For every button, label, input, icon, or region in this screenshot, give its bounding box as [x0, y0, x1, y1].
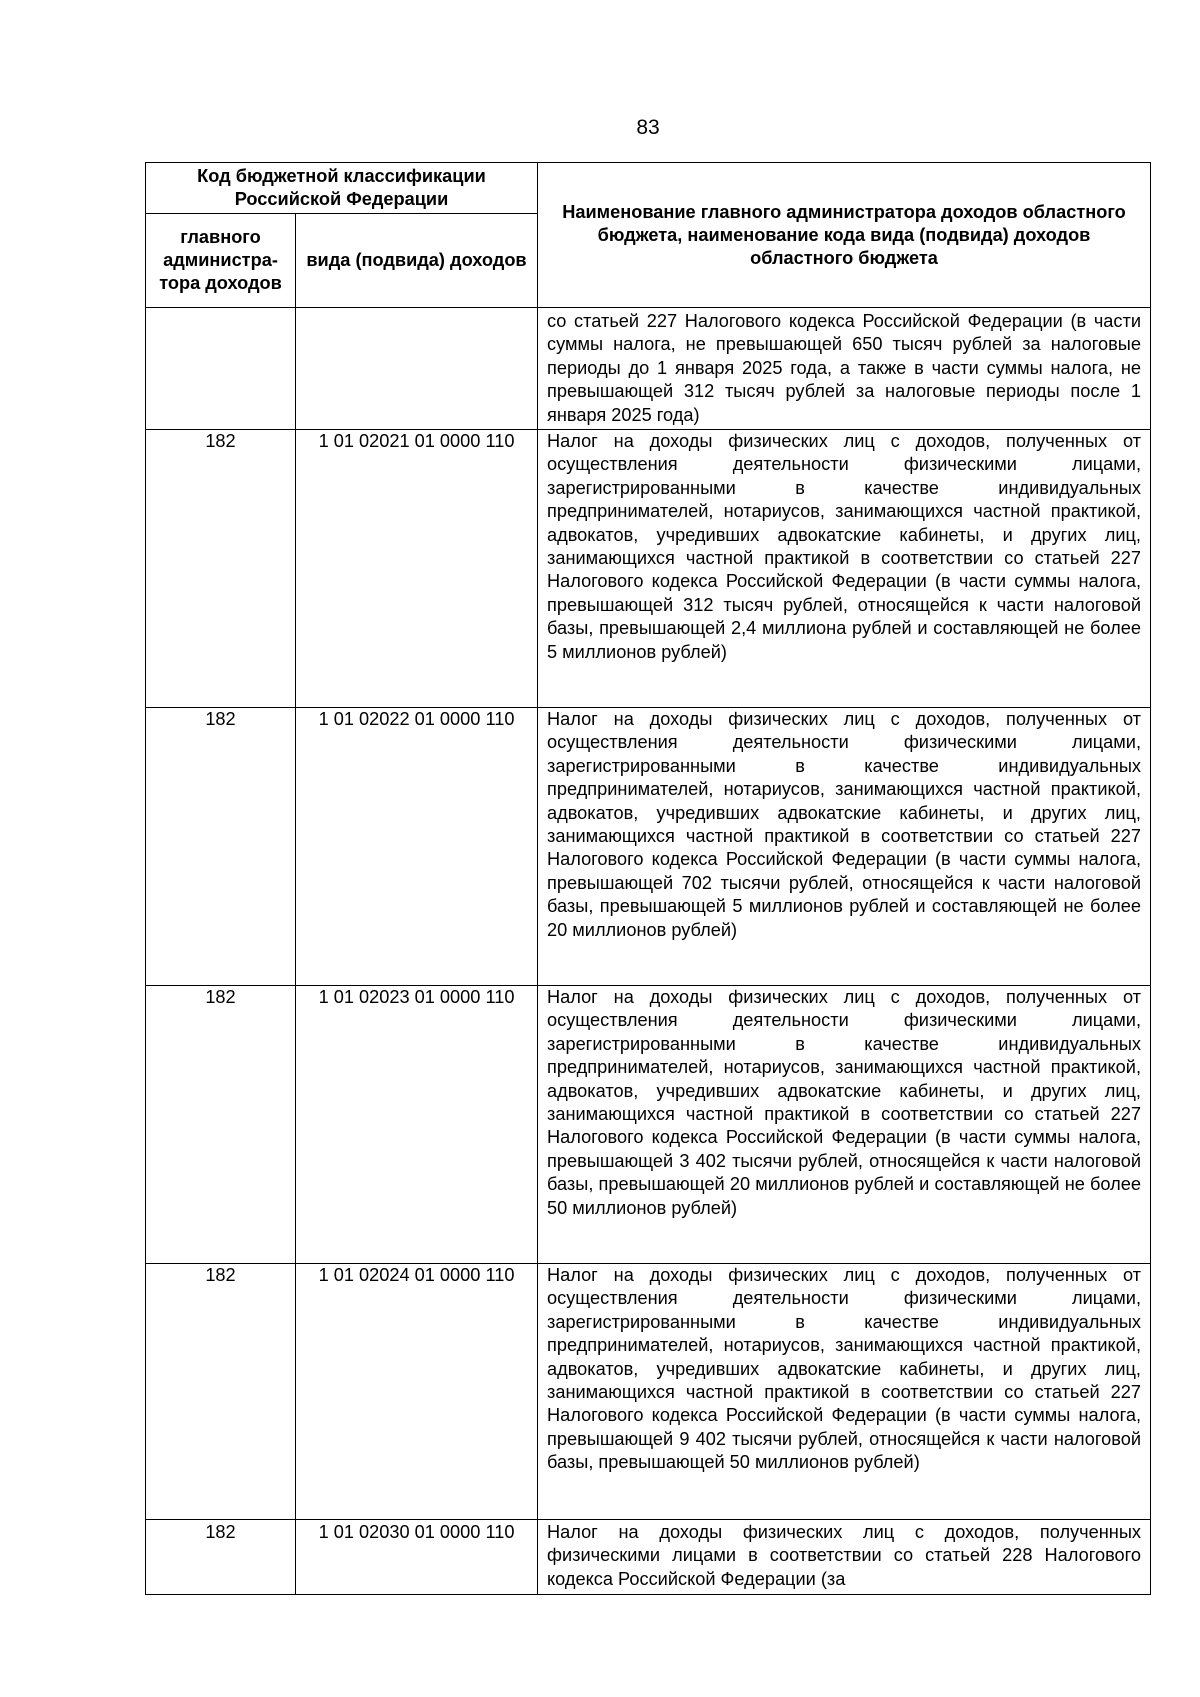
row-income-code: 1 01 02023 01 0000 110	[296, 986, 538, 1264]
row-income-code: 1 01 02024 01 0000 110	[296, 1264, 538, 1520]
row-admin-code: 182	[146, 986, 296, 1264]
table-row	[146, 1264, 1151, 1520]
row-description: со статьей 227 Налогового кодекса Российской Федерации (в части суммы налога, не превышающей 650 тысяч рублей за налоговые периоды до 1 января 2025 года, а также в части суммы налога, не превышающей 312 тысяч рублей за налоговые периоды после 1 января 2025 года)	[538, 308, 1151, 430]
header-name-column: Наименование главного администратора доходов областного бюджета, наименование кода вида (подвида) доходов областного бюджета	[538, 163, 1151, 308]
row-description: Налог на доходы физических лиц с доходов, полученных от осуществления деятельности физическими лицами, зарегистрированными в качестве индивидуальных предпринимателей, нотариусов, занимающихся частной практикой, адвокатов, учредивших адвокатские кабинеты, и других лиц, занимающихся частной практикой в соответствии со статьей 227 Налогового кодекса Российской Федерации (в части суммы налога, превышающей 312 тысяч рублей, относящейся к части налоговой базы, превышающей 2,4 миллиона рублей и составляющей не более 5 миллионов рублей)	[538, 430, 1151, 708]
header-code-column: вида (подвида) доходов	[296, 214, 538, 308]
row-admin-code: 182	[146, 708, 296, 986]
table-row	[146, 1520, 1151, 1595]
budget-classification-table	[145, 162, 1151, 1595]
header-admin-column: главного администра-тора доходов	[146, 214, 296, 308]
table-row	[146, 430, 1151, 708]
row-admin-code: 182	[146, 430, 296, 708]
row-income-code: 1 01 02030 01 0000 110	[296, 1520, 538, 1595]
table-row	[146, 986, 1151, 1264]
page-number: 83	[636, 116, 660, 139]
table-row	[146, 708, 1151, 986]
row-admin-code	[146, 308, 296, 430]
header-group-title: Код бюджетной классификации Российской Федерации	[146, 163, 538, 214]
table-row	[146, 308, 1151, 430]
row-description: Налог на доходы физических лиц с доходов, полученных от осуществления деятельности физическими лицами, зарегистрированными в качестве индивидуальных предпринимателей, нотариусов, занимающихся частной практикой, адвокатов, учредивших адвокатские кабинеты, и других лиц, занимающихся частной практикой в соответствии со статьей 227 Налогового кодекса Российской Федерации (в части суммы налога, превышающей 9 402 тысячи рублей, относящейся к части налоговой базы, превышающей 50 миллионов рублей)	[538, 1264, 1151, 1520]
row-description: Налог на доходы физических лиц с доходов, полученных от осуществления деятельности физическими лицами, зарегистрированными в качестве индивидуальных предпринимателей, нотариусов, занимающихся частной практикой, адвокатов, учредивших адвокатские кабинеты, и других лиц, занимающихся частной практикой в соответствии со статьей 227 Налогового кодекса Российской Федерации (в части суммы налога, превышающей 3 402 тысячи рублей, относящейся к части налоговой базы, превышающей 20 миллионов рублей и составляющей не более 50 миллионов рублей)	[538, 986, 1151, 1264]
row-description: Налог на доходы физических лиц с доходов, полученных физическими лицами в соответствии со статьей 228 Налогового кодекса Российской Федерации (за	[538, 1520, 1151, 1595]
row-income-code	[296, 308, 538, 430]
table-header	[146, 163, 1151, 308]
row-income-code: 1 01 02022 01 0000 110	[296, 708, 538, 986]
row-admin-code: 182	[146, 1520, 296, 1595]
row-description: Налог на доходы физических лиц с доходов, полученных от осуществления деятельности физическими лицами, зарегистрированными в качестве индивидуальных предпринимателей, нотариусов, занимающихся частной практикой, адвокатов, учредивших адвокатские кабинеты, и других лиц, занимающихся частной практикой в соответствии со статьей 227 Налогового кодекса Российской Федерации (в части суммы налога, превышающей 702 тысячи рублей, относящейся к части налоговой базы, превышающей 5 миллионов рублей и составляющей не более 20 миллионов рублей)	[538, 708, 1151, 986]
row-admin-code: 182	[146, 1264, 296, 1520]
row-income-code: 1 01 02021 01 0000 110	[296, 430, 538, 708]
